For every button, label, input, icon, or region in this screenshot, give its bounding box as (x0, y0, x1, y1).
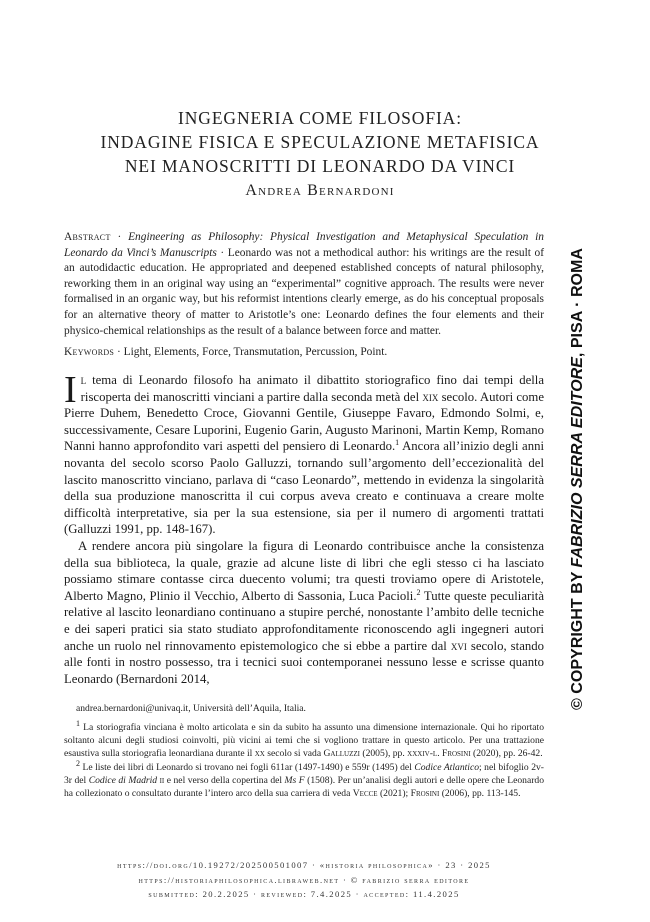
fn2-text-b: ; nel bifoglio 2v-3r del (64, 762, 544, 786)
fn2-ms-f: Ms F (284, 775, 305, 786)
abstract-separator: · (110, 231, 129, 243)
body-text (64, 369, 544, 687)
p2-text-a: A rendere ancora più singolare la figura di Leonardo contribuisce anche la consistenza della sua biblioteca, la quale, grazie ad alcune liste di libri che egli stesso ci ha lasciato possiamo stimare contasse circa duecento volumi; tra questi troviamo opere di Aristotele, Alberto Magno, Plinio il Vecchio, Alberto di Sassonia, Luca Pacioli. (64, 538, 544, 603)
footer-url-line[interactable]: https://historiaphilosophica.libraweb.net · © fabrizio serra editore (138, 874, 470, 885)
abstract (64, 230, 544, 339)
fn1-text-a: La storiografia vinciana è molto articolata e sin da subito ha assunto una dimensione internazionale. Qui ho riportato soltanto alcuni degli studiosi coinvolti, più vicini ai temi che si vogliono trattare in questo articolo. Per una trattazione esaustiva sulla storiografia leonardiana durante il (64, 722, 544, 759)
copyright-suffix: , PISA · ROMA (569, 251, 586, 358)
abstract-text: · Leonardo was not a methodical author: his writings are the result of an autodidactic education. He appropriated and deepened established concepts of natural philosophy, reworking them in an original way using an “experimental” cognitive approach. The results were never formalised in an organic way, but his reformist intentions clearly emerge, as do his conceptual proposals for an alternative theory of matter to Aristotle’s one: Leonardo defines the four elements and their physico-chemical relationships as the result of a balance between force and matter. (64, 246, 544, 337)
footnotes (64, 702, 544, 801)
p1-text-c: Ancora all’inizio degli anni novanta del secolo scorso Paolo Galluzzi, tornando sull’argomento dell’eccezionalità del lascito manoscritto vinciano, parlava di “caso Leonardo”, mettendo in evidenza la singolarità della sua produzione manoscritta il cui corpus aveva creato e continuava a creare molte difficoltà interpretative, sia per la sua estensione, sia per il numero di argomenti trattati (Galluzzi 1991, pp. 148-167). (64, 439, 544, 537)
fn2-vecce: Vecce (352, 788, 378, 799)
abstract-english-title: Engineering as Philosophy: Physical Investigation and Metaphysical Speculation in Leonardo da Vinci’s Manuscripts (64, 231, 544, 259)
p2-text-b: Tutte queste peculiarità relative al lascito leonardiano continuano a stupire perché, nonostante l’ambito delle tecniche e dei saperi pratici sia stato studiato approfonditamente riconoscendo agli ingegneri autori anche un ruolo nel rinnovamento epistemologico che si ebbe a partire dal (64, 588, 544, 653)
fn1-pages: xxxiv-l (407, 748, 438, 759)
fn1-text-c: (2005), pp. (359, 748, 408, 759)
fn2-text-e: (2021); (377, 788, 411, 799)
title-line-3: NEI MANOSCRITTI DI LEONARDO DA VINCI (124, 156, 516, 176)
p2-century: xvi (450, 638, 467, 653)
drop-cap: I (64, 369, 77, 411)
footnote-2 (64, 758, 545, 800)
footnote-ref-2[interactable]: 2 (416, 587, 421, 597)
copyright-publisher: FABRIZIO SERRA EDITORE (569, 364, 586, 568)
page-footer (64, 858, 544, 902)
p1-century: xix (422, 389, 439, 404)
fn2-text-d: (1508). Per un’analisi degli autori e delle opere che Leonardo ha collezionato o consultato durante l’intero arco della sua carriera di veda (64, 775, 545, 799)
p2-text-c: secolo, stando alle fonti in nostro possesso, tra i tecnici suoi contemporanei nessuno lesse e scrisse quanto Leonardo (Bernardoni 2014, (64, 638, 544, 686)
copyright-prefix: © COPYRIGHT BY (569, 572, 586, 710)
fn1-galluzzi: Galluzzi (323, 748, 360, 759)
copyright-svg (564, 244, 589, 710)
keywords (64, 345, 544, 361)
fn1-text-e: (2020), pp. 26-42. (470, 748, 543, 759)
footer-doi-line[interactable]: https://doi.org/10.19272/202500501007 · «historia philosophica» · 23 · 2025 (117, 860, 491, 870)
fn2-text-c: e nel verso della copertina del (164, 775, 285, 786)
p1-text-b: secolo. Autori come Pierre Duhem, Benedetto Croce, Giovanni Gentile, Giuseppe Favaro, Edmondo Solmi, e, successivamente, Cesare Luporini, Eugenio Garin, Augusto Marinoni, Martin Kemp, Romano Nanni hanno approfondito vari aspetti del pensiero di Leonardo. (64, 389, 544, 454)
fn2-codice-atlantico: Codice Atlantico (414, 762, 479, 773)
title-line-1: INGEGNERIA COME FILOSOFIA: (178, 108, 462, 128)
fn2-text-a: Le liste dei libri di Leonardo si trovano nei fogli 611ar (1497-1490) e 559r (1495) del (80, 762, 415, 773)
copyright-text (569, 248, 586, 710)
body-paragraph-1 (64, 369, 544, 538)
fn2-codice-madrid: Codice di Madrid (88, 775, 158, 786)
footnote-1-number: 1 (76, 718, 80, 728)
footnote-2-number: 2 (76, 758, 80, 768)
abstract-label: Abstract (64, 231, 111, 243)
fn1-frosini: Frosini (441, 748, 471, 759)
fn2-madrid-number: ii (157, 775, 165, 786)
fn2-frosini: Frosini (410, 788, 440, 799)
body-paragraph-2 (64, 538, 544, 687)
fn1-century: xx (254, 748, 265, 759)
fn2-text-f: (2006), pp. 113-145. (439, 788, 521, 799)
footnote-1 (64, 718, 544, 760)
author-email: andrea.bernardoni@univaq.it, Università dell’Aquila, Italia. (76, 703, 306, 714)
keywords-text: · Light, Elements, Force, Transmutation, Percussion, Point. (114, 346, 388, 358)
author-name: Andrea Bernardoni (245, 182, 395, 199)
fn1-text-d: . (437, 748, 442, 759)
copyright-notice (564, 244, 589, 710)
p1-text-a: tema di Leonardo filosofo ha animato il dibattito storiografico fino dai tempi della riscoperta dei manoscritti vinciani a partire dalla seconda metà del (80, 373, 544, 404)
article-title (60, 106, 580, 178)
keywords-label: Keywords (64, 346, 115, 358)
footer-dates-line: submitted: 20.2.2025 · reviewed: 7.4.2025 · accepted: 11.4.2025 (148, 889, 460, 899)
footnote-ref-1[interactable]: 1 (395, 438, 400, 448)
lead-letter: l (80, 373, 87, 387)
title-line-2: INDAGINE FISICA E SPECULAZIONE METAFISICA (100, 132, 540, 152)
fn1-text-b: secolo si vada (264, 748, 324, 759)
